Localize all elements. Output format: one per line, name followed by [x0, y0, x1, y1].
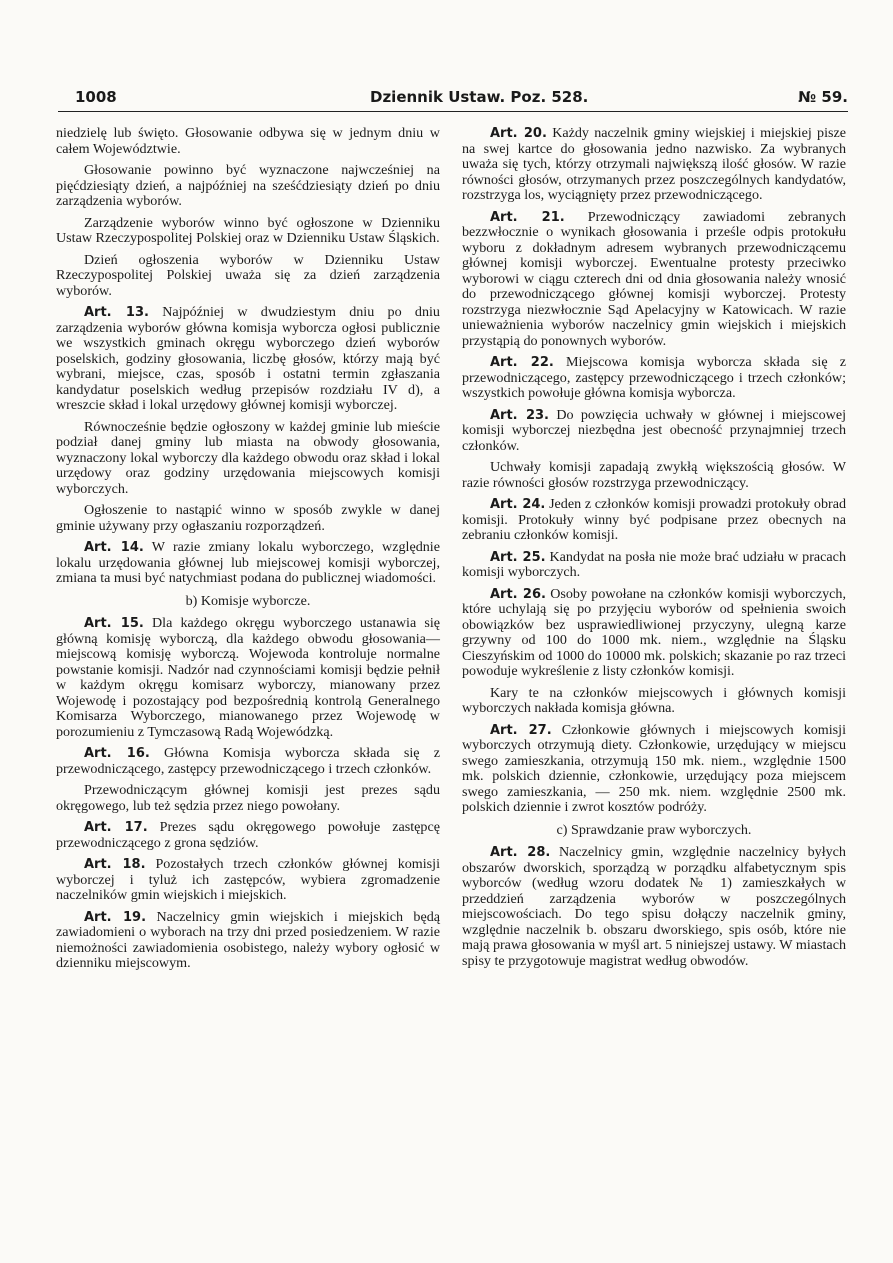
article-text: W razie zmiany lokalu wyborczego, względnie lokalu urzędowania głównej lub miejscowej komisji wyborczej, zmiana ta musi być natychmiast podana do publicznej wiadomości. [56, 539, 440, 586]
paragraph: Uchwały komisji zapadają zwykłą większością głosów. W razie równości głosów rozstrzyga przewodniczący. [462, 459, 846, 491]
paragraph: Ogłoszenie to nastąpić winno w sposób zwykle w danej gminie używany przy ogłaszaniu rozporządzeń. [56, 502, 440, 534]
article-text: Przewodniczący zawiadomi zebranych bezzwłocznie o wynikach głosowania i prześle odpis protokułu wyboru z dokładnym adresem wybranych przewodniczącemu głównej komisji wyborczej. Ewentualne protesty przeciwko wyborowi w ciągu czterech dni od dnia głosowania należy wnosić do przewodniczącego głównej komisji wyborczej. Protesty rozstrzyga niezwłocznie Sąd Apelacyjny w Katowicach. W razie unieważnienia wyborów naczelnicy gmin wiejskich i miejskich przystąpią do ponownych wyborów. [462, 208, 846, 349]
article-text: Główna Komisja wyborcza składa się z przewodniczącego, zastępcy przewodniczącego i trzech członków. [56, 745, 440, 777]
article-text: Osoby powołane na członków komisji wyborczych, które uchylają się po przyjęciu wyborów od spełnienia swoich obowiązków bez usprawiedliwionej przyczyny, ulegną karze grzywny od 100 do 1000 mk. niem., względnie na Śląsku Cieszyńskim od 1000 do 10000 mk. polskich; skazanie po raz trzeci powoduje wykreślenie z listy członków komisji. [462, 585, 846, 679]
right-column [462, 126, 846, 975]
article-label: Art. 25. [490, 549, 546, 565]
article-text: Naczelnicy gmin wiejskich i miejskich będą zawiadomieni o wyborach na trzy dni przed posiedzeniem. W razie niemożności zawiadomienia osobistego, należy wybory ogłosić w dzienniku miejscowym. [56, 908, 441, 971]
paragraph: Głosowanie powinno być wyznaczone najwcześniej na pięćdziesiąty dzień, a najpóźniej na sześćdziesiąty dzień po dniu zarządzenia wyborów. [56, 162, 440, 209]
article-label: Art. 17. [84, 820, 148, 835]
article-26 [462, 587, 846, 680]
left-column [56, 126, 440, 978]
article-label: Art. 21. [490, 209, 565, 225]
article-text: Prezes sądu okręgowego powołuje zastępcę przewodniczącego z grona sędziów. [56, 819, 440, 851]
article-label: Art. 14. [84, 540, 144, 555]
article-13 [56, 305, 440, 414]
page-number: 1008 [75, 88, 117, 106]
article-label: Art. 24. [490, 497, 546, 512]
article-text: Naczelnicy gmin, względnie naczelnicy byłych obszarów dworskich, sporządzą w porządku alfabetycznym spis wyborców (według wzoru dodatek № 1) zamieszkałych w przeddzień zarządzenia wyborów w poszczególnych miejscowościach. Do tego spisu dołączy naczelnik gminy, względnie naczelnik b. obszaru dworskiego, spis osób, które nie mają prawa głosowania w myśl art. 5 niniejszej ustawy. W miastach spisy te przygotowuje magistrat według obwodów. [462, 844, 846, 969]
article-text: Najpóźniej w dwudziestym dniu po dniu zarządzenia wyborów główna komisja wyborcza ogłosi publicznie we wszystkich gminach okręgu wyborczego dzień wyborów poselskich, godziny głosowania, liczbę głosów, którzy mają być wybrani, miejsce, czas, sposób i ostatni termin zgłaszania kandydatur poselskich według przepisów rozdziału IV d), a wreszcie skład i lokal urzędowy głównej komisji wyborczej. [56, 304, 440, 413]
article-text: Jeden z członków komisji prowadzi protokuły obrad komisji. Protokuły winny być podpisane przez obecnych na zebraniu członków komisji. [462, 496, 846, 543]
article-16 [56, 746, 440, 777]
paragraph: Zarządzenie wyborów winno być ogłoszone w Dzienniku Ustaw Rzeczypospolitej Polskiej oraz w Dzienniku Ustaw Śląskich. [56, 214, 440, 246]
issue-number: № 59. [798, 88, 848, 106]
article-label: Art. 23. [490, 407, 549, 423]
article-28 [462, 845, 846, 969]
article-19 [56, 910, 440, 972]
article-text: Każdy naczelnik gminy wiejskiej i miejskiej pisze na swej kartce do głosowania jedno nazwisko. Za wybranych uważa się tych, którzy otrzymali największą ilość głosów. W razie równości głosów, otrzymanych przez poszczególnych kandydatów, rozstrzyga los, wyciągnięty przez przewodniczącego. [462, 125, 846, 203]
article-14 [56, 540, 440, 587]
journal-title: Dziennik Ustaw. Poz. 528. [370, 88, 589, 106]
article-label: Art. 16. [84, 746, 150, 761]
article-text: Do powzięcia uchwały w głównej i miejscowej komisji wyborczej niezbędna jest obecność przynajmniej trzech członków. [462, 406, 847, 454]
article-label: Art. 20. [490, 126, 547, 141]
paragraph: Kary te na członków miejscowych i głównych komisji wyborczych nakłada komisja główna. [462, 684, 846, 716]
article-label: Art. 15. [84, 616, 144, 631]
article-20 [462, 126, 846, 204]
article-text: Członkowie głównych i miejscowych komisji wyborczych otrzymują diety. Członkowie, urzędujący w miejscu swego zamieszkania, otrzymują 150 mk. niem., względnie 1500 mk. polskich dziennie, członkowie, urzędujący poza miejscem swego zamieszkania, — 250 mk. niem. względnie 2500 mk. polskich dziennie i zwrot kosztów podróży. [462, 721, 846, 815]
article-label: Art. 13. [84, 305, 149, 320]
article-label: Art. 19. [84, 909, 147, 925]
article-25 [462, 550, 846, 581]
paragraph: niedzielę lub święto. Głosowanie odbywa się w jednym dniu w całem Województwie. [56, 125, 440, 157]
paragraph: Dzień ogłoszenia wyborów w Dzienniku Ustaw Rzeczypospolitej Polskiej uważa się za dzień zarządzenia wyborów. [56, 251, 440, 299]
page-header [60, 88, 848, 110]
section-heading: c) Sprawdzanie praw wyborczych. [556, 821, 752, 838]
article-27 [462, 723, 846, 816]
article-15 [56, 616, 440, 740]
article-text: Dla każdego okręgu wyborczego ustanawia się główną komisję wyborczą, dla każdego obwodu głosowania—miejscową komisję wyborczą. Wojewoda kontroluje normalne powstanie komisji. Nadzór nad czynnościami komisji będzie pełnił w każdym okręgu komisarz wyborczy, mianowany przez Wojewodę i pozostający pod bezpośrednią kontrolą Generalnego Komisarza Wyborczego, mianowanego przez Wojewodę w porozumieniu z Tymczasową Radą Wojewódzką. [56, 615, 440, 740]
article-label: Art. 18. [84, 857, 146, 872]
article-text: Miejscowa komisja wyborcza składa się z przewodniczącego, zastępcy przewodniczącego i trzech członków; wszystkich powołuje główna komisja wyborcza. [462, 354, 846, 401]
paragraph: Równocześnie będzie ogłoszony w każdej gminie lub mieście podział danej gminy lub miasta na obwody głosowania, wyznaczony lokal wyborczy dla każdego obwodu oraz skład i lokal urzędowy oraz godziny urzędowania miejscowych komisji wyborczych. [56, 418, 440, 497]
article-21 [462, 210, 846, 350]
article-text: Pozostałych trzech członków głównej komisji wyborczej i tyluż ich zastępców, wybiera zgromadzenie naczelników gmin wiejskich i miejskich. [56, 856, 440, 903]
section-heading: b) Komisje wyborcze. [185, 592, 311, 609]
article-18 [56, 857, 440, 904]
article-label: Art. 28. [490, 845, 551, 860]
article-24 [462, 497, 846, 544]
article-22 [462, 355, 846, 402]
article-label: Art. 27. [490, 722, 552, 738]
article-23 [462, 408, 846, 455]
article-label: Art. 22. [490, 355, 554, 370]
paragraph: Przewodniczącym głównej komisji jest prezes sądu okręgowego, lub też sędzia przez niego powołany. [56, 782, 440, 814]
article-text: Kandydat na posła nie może brać udziału w pracach komisji wyborczych. [462, 548, 846, 580]
article-17 [56, 820, 440, 851]
article-label: Art. 26. [490, 586, 546, 602]
header-rule [58, 111, 848, 112]
